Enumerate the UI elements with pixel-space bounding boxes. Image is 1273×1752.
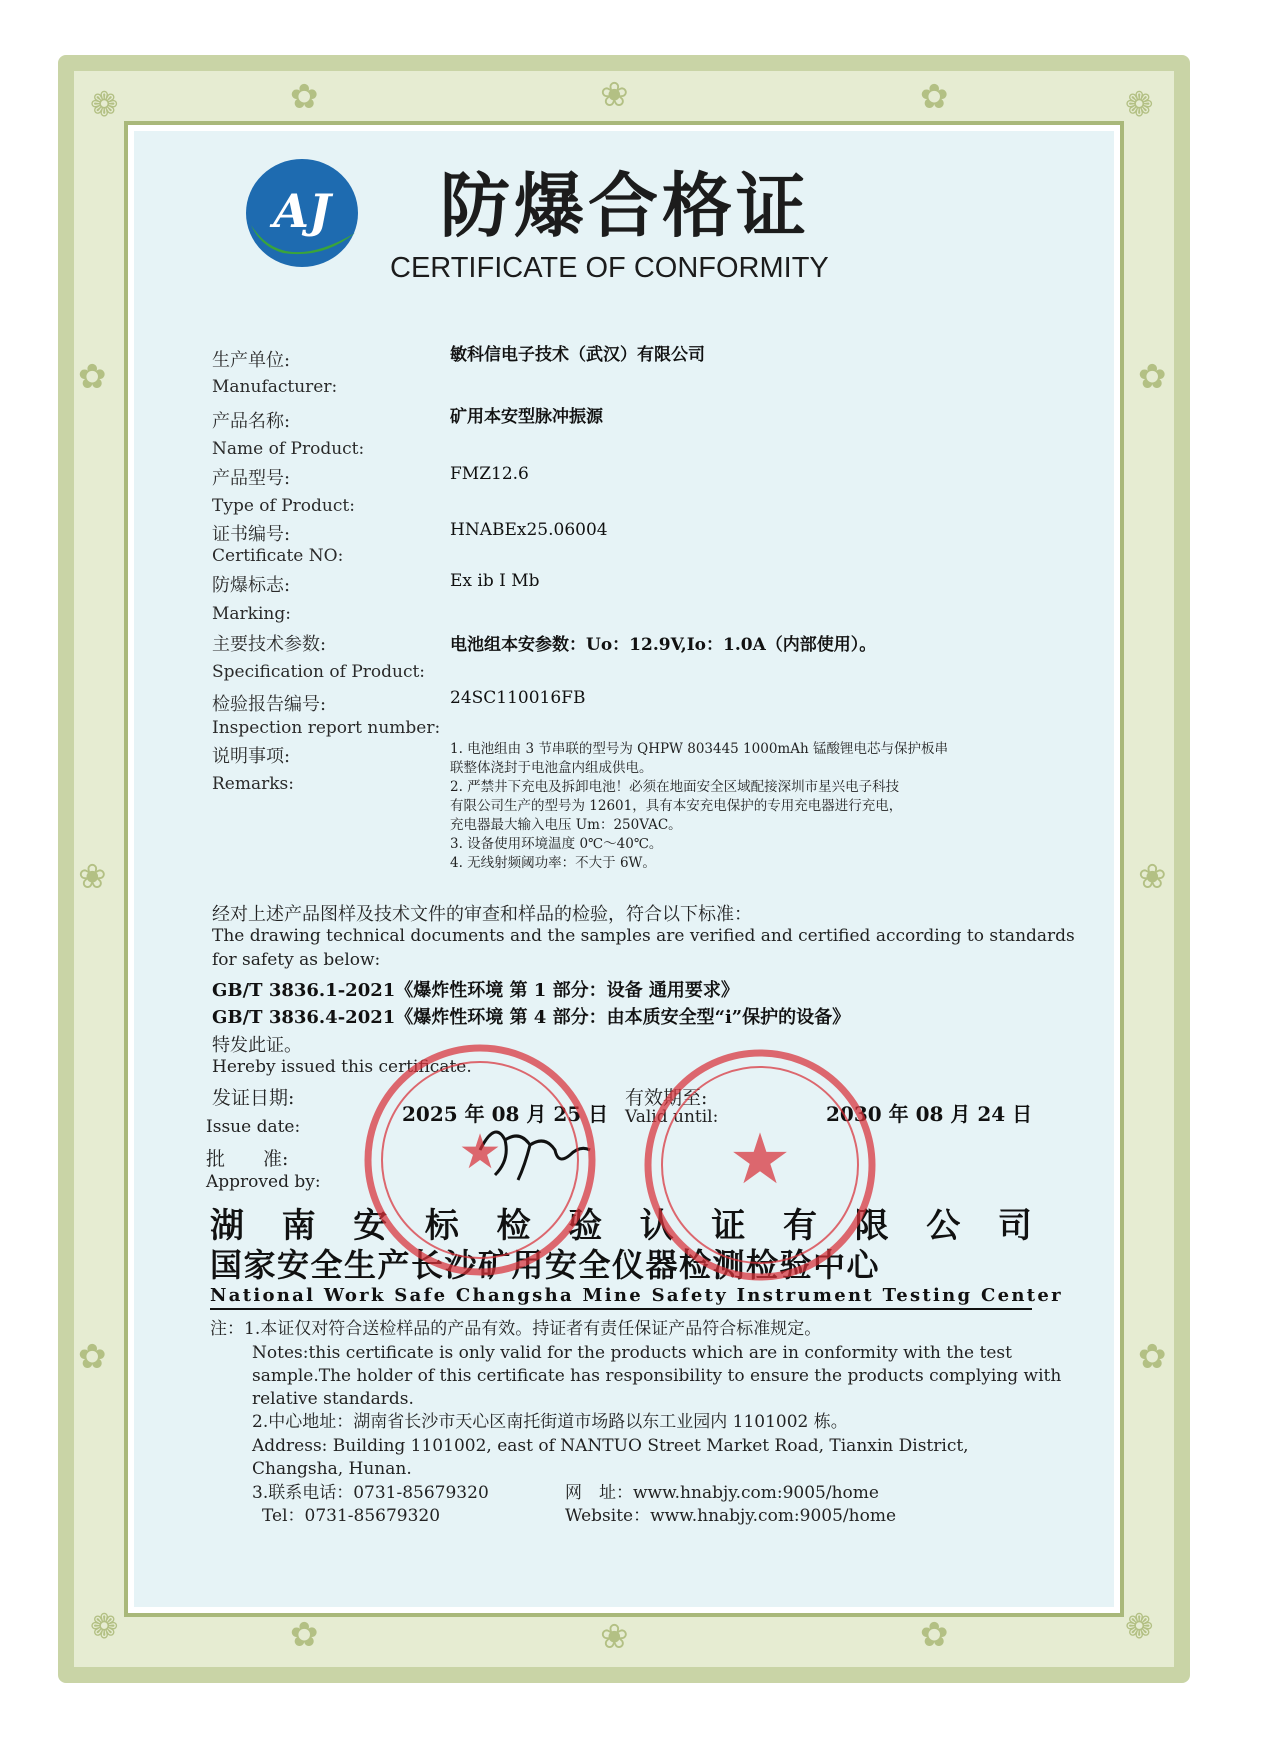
approved-by-label-cn: 批 准: [206, 1148, 289, 1170]
note-2-en-line2: Changsha, Hunan. [252, 1459, 412, 1479]
remarks-list [450, 740, 1040, 873]
product-name-value: 矿用本安型脉冲振源 [450, 407, 603, 427]
product-name-label-en: Name of Product: [212, 439, 365, 459]
note-3-tel-en: Tel：0731-85679320 [262, 1506, 441, 1526]
marking-value: Ex ib I Mb [450, 571, 540, 591]
border-flower-icon: ✿ [290, 77, 319, 117]
border-flower-icon: ❀ [78, 857, 107, 897]
specification-label-en: Specification of Product: [212, 662, 426, 682]
issuance-en: Hereby issued this certificate. [212, 1057, 472, 1077]
valid-until-label-cn: 有效期至: [625, 1087, 708, 1109]
border-flower-icon: ✿ [78, 357, 107, 397]
specification-label-cn: 主要技术参数: [212, 634, 327, 655]
organization-char: 南 [281, 1206, 316, 1246]
border-flower-icon: ✿ [1138, 1337, 1167, 1377]
seal-star-icon: ★ [728, 1118, 792, 1200]
certificate-no-label-cn: 证书编号: [212, 524, 291, 545]
corner-ornament-icon: ❁ [1125, 1607, 1154, 1647]
manufacturer-label-en: Manufacturer: [212, 377, 338, 397]
border-flower-icon: ✿ [920, 1615, 949, 1655]
note-1-cn: 注：1.本证仅对符合送检样品的产品有效。持证者有责任保证产品符合标准规定。 [210, 1319, 822, 1339]
verification-cn: 经对上述产品图样及技术文件的审查和样品的检验，符合以下标准： [212, 904, 752, 925]
remarks-label-cn: 说明事项: [212, 746, 291, 767]
certificate-no-value: HNABEx25.06004 [450, 520, 608, 540]
organization-char: 司 [997, 1206, 1032, 1246]
issuance-cn: 特发此证。 [212, 1035, 302, 1056]
remarks-label-en: Remarks: [212, 774, 294, 794]
border-flower-icon: ❀ [600, 1617, 629, 1657]
specification-value: 电池组本安参数：Uo：12.9V,Io：1.0A（内部使用）。 [450, 635, 877, 655]
testing-center-name-cn: 国家安全生产长沙矿用安全仪器检测检验中心 [210, 1246, 881, 1284]
product-name-label-cn: 产品名称: [212, 411, 291, 432]
testing-center-name-en: National Work Safe Changsha Mine Safety Instrument Testing Center [210, 1285, 1032, 1310]
certificate-title-en: CERTIFICATE OF CONFORMITY [390, 252, 829, 284]
corner-ornament-icon: ❁ [90, 1607, 119, 1647]
border-flower-icon: ✿ [78, 1337, 107, 1377]
note-1-en-line3: relative standards. [252, 1389, 414, 1409]
inspection-report-value: 24SC110016FB [450, 688, 586, 708]
issue-date-label-cn: 发证日期: [212, 1087, 295, 1109]
approved-by-label-en: Approved by: [206, 1172, 321, 1192]
border-flower-icon: ✿ [920, 77, 949, 117]
issue-date-value: 2025 年 08 月 25 日 [402, 1102, 609, 1126]
border-flower-icon: ✿ [1138, 357, 1167, 397]
organization-char: 验 [568, 1206, 603, 1246]
standard-item: GB/T 3836.4-2021《爆炸性环境 第 4 部分：由本质安全型“i”保护的设备》 [212, 1007, 851, 1028]
certificate-title-cn: 防爆合格证 [440, 164, 810, 247]
note-3-website-en: Website：www.hnabjy.com:9005/home [565, 1506, 897, 1526]
manufacturer-label-cn: 生产单位: [212, 350, 291, 371]
remarks-line: 3. 设备使用环境温度 0℃～40℃。 [450, 836, 663, 852]
remarks-line: 4. 无线射频阈功率：不大于 6W。 [450, 855, 656, 871]
organization-char: 有 [783, 1206, 817, 1246]
manufacturer-value: 敏科信电子技术（武汉）有限公司 [450, 345, 705, 365]
product-type-label-en: Type of Product: [212, 496, 355, 516]
valid-until-label-en: Valid until: [625, 1107, 719, 1127]
organization-char: 公 [926, 1206, 961, 1246]
note-3-tel-cn: 3.联系电话：0731-85679320 [252, 1483, 489, 1503]
organization-char: 检 [496, 1206, 531, 1246]
verification-en-line1: The drawing technical documents and the samples are verified and certified according to standards [212, 926, 1075, 946]
note-1-en-line2: sample.The holder of this certificate has responsibility to ensure the products complying with [252, 1366, 1062, 1386]
inspection-report-label-cn: 检验报告编号: [212, 694, 327, 715]
organization-char: 限 [854, 1206, 889, 1246]
note-1-en-line1: Notes:this certificate is only valid for the products which are in conformity with the test [252, 1343, 1012, 1363]
right-official-seal [640, 1045, 880, 1285]
remarks-line: 充电器最大输入电压 Um：250VAC。 [450, 817, 682, 833]
border-flower-icon: ❀ [600, 75, 629, 115]
remarks-line: 联整体浇封于电池盒内组成供电。 [450, 760, 653, 776]
inspection-report-label-en: Inspection report number: [212, 718, 441, 738]
note-2-en-line1: Address: Building 1101002, east of NANTUO Street Market Road, Tianxin District, [252, 1436, 969, 1456]
left-official-seal [360, 1040, 603, 1280]
remarks-line: 1. 电池组由 3 节串联的型号为 QHPW 803445 1000mAh 锰酸锂电芯与保护板串 [450, 741, 948, 757]
aj-logo-icon [243, 155, 361, 273]
remarks-line: 2. 严禁井下充电及拆卸电池！必须在地面安全区域配接深圳市星兴电子科技 [450, 779, 900, 795]
issue-date-label-en: Issue date: [206, 1117, 301, 1137]
border-flower-icon: ❀ [1138, 857, 1167, 897]
seal-star-icon: ★ [458, 1124, 502, 1180]
corner-ornament-icon: ❁ [90, 85, 119, 125]
corner-ornament-icon: ❁ [1125, 85, 1154, 125]
organization-char: 标 [424, 1206, 459, 1246]
organization-char: 安 [353, 1206, 388, 1246]
note-2-cn: 2.中心地址：湖南省长沙市天心区南托街道市场路以东工业园内 1101002 栋。 [252, 1412, 848, 1432]
logo-text: AJ [273, 184, 331, 238]
marking-label-en: Marking: [212, 604, 291, 624]
organization-char: 湖 [210, 1206, 244, 1246]
standard-item: GB/T 3836.1-2021《爆炸性环境 第 1 部分：设备 通用要求》 [212, 980, 739, 1001]
marking-label-cn: 防爆标志: [212, 575, 291, 596]
valid-until-value: 2030 年 08 月 24 日 [826, 1102, 1033, 1126]
organization-char: 认 [639, 1206, 674, 1246]
product-type-value: FMZ12.6 [450, 464, 529, 484]
remarks-line: 有限公司生产的型号为 12601，具有本安充电保护的专用充电器进行充电， [450, 798, 903, 814]
verification-en-line2: for safety as below: [212, 950, 381, 970]
border-flower-icon: ✿ [290, 1615, 319, 1655]
certificate-no-label-en: Certificate NO: [212, 546, 344, 566]
product-type-label-cn: 产品型号: [212, 468, 291, 489]
organization-char: 证 [711, 1206, 746, 1246]
note-3-website-cn: 网 址：www.hnabjy.com:9005/home [565, 1483, 879, 1503]
